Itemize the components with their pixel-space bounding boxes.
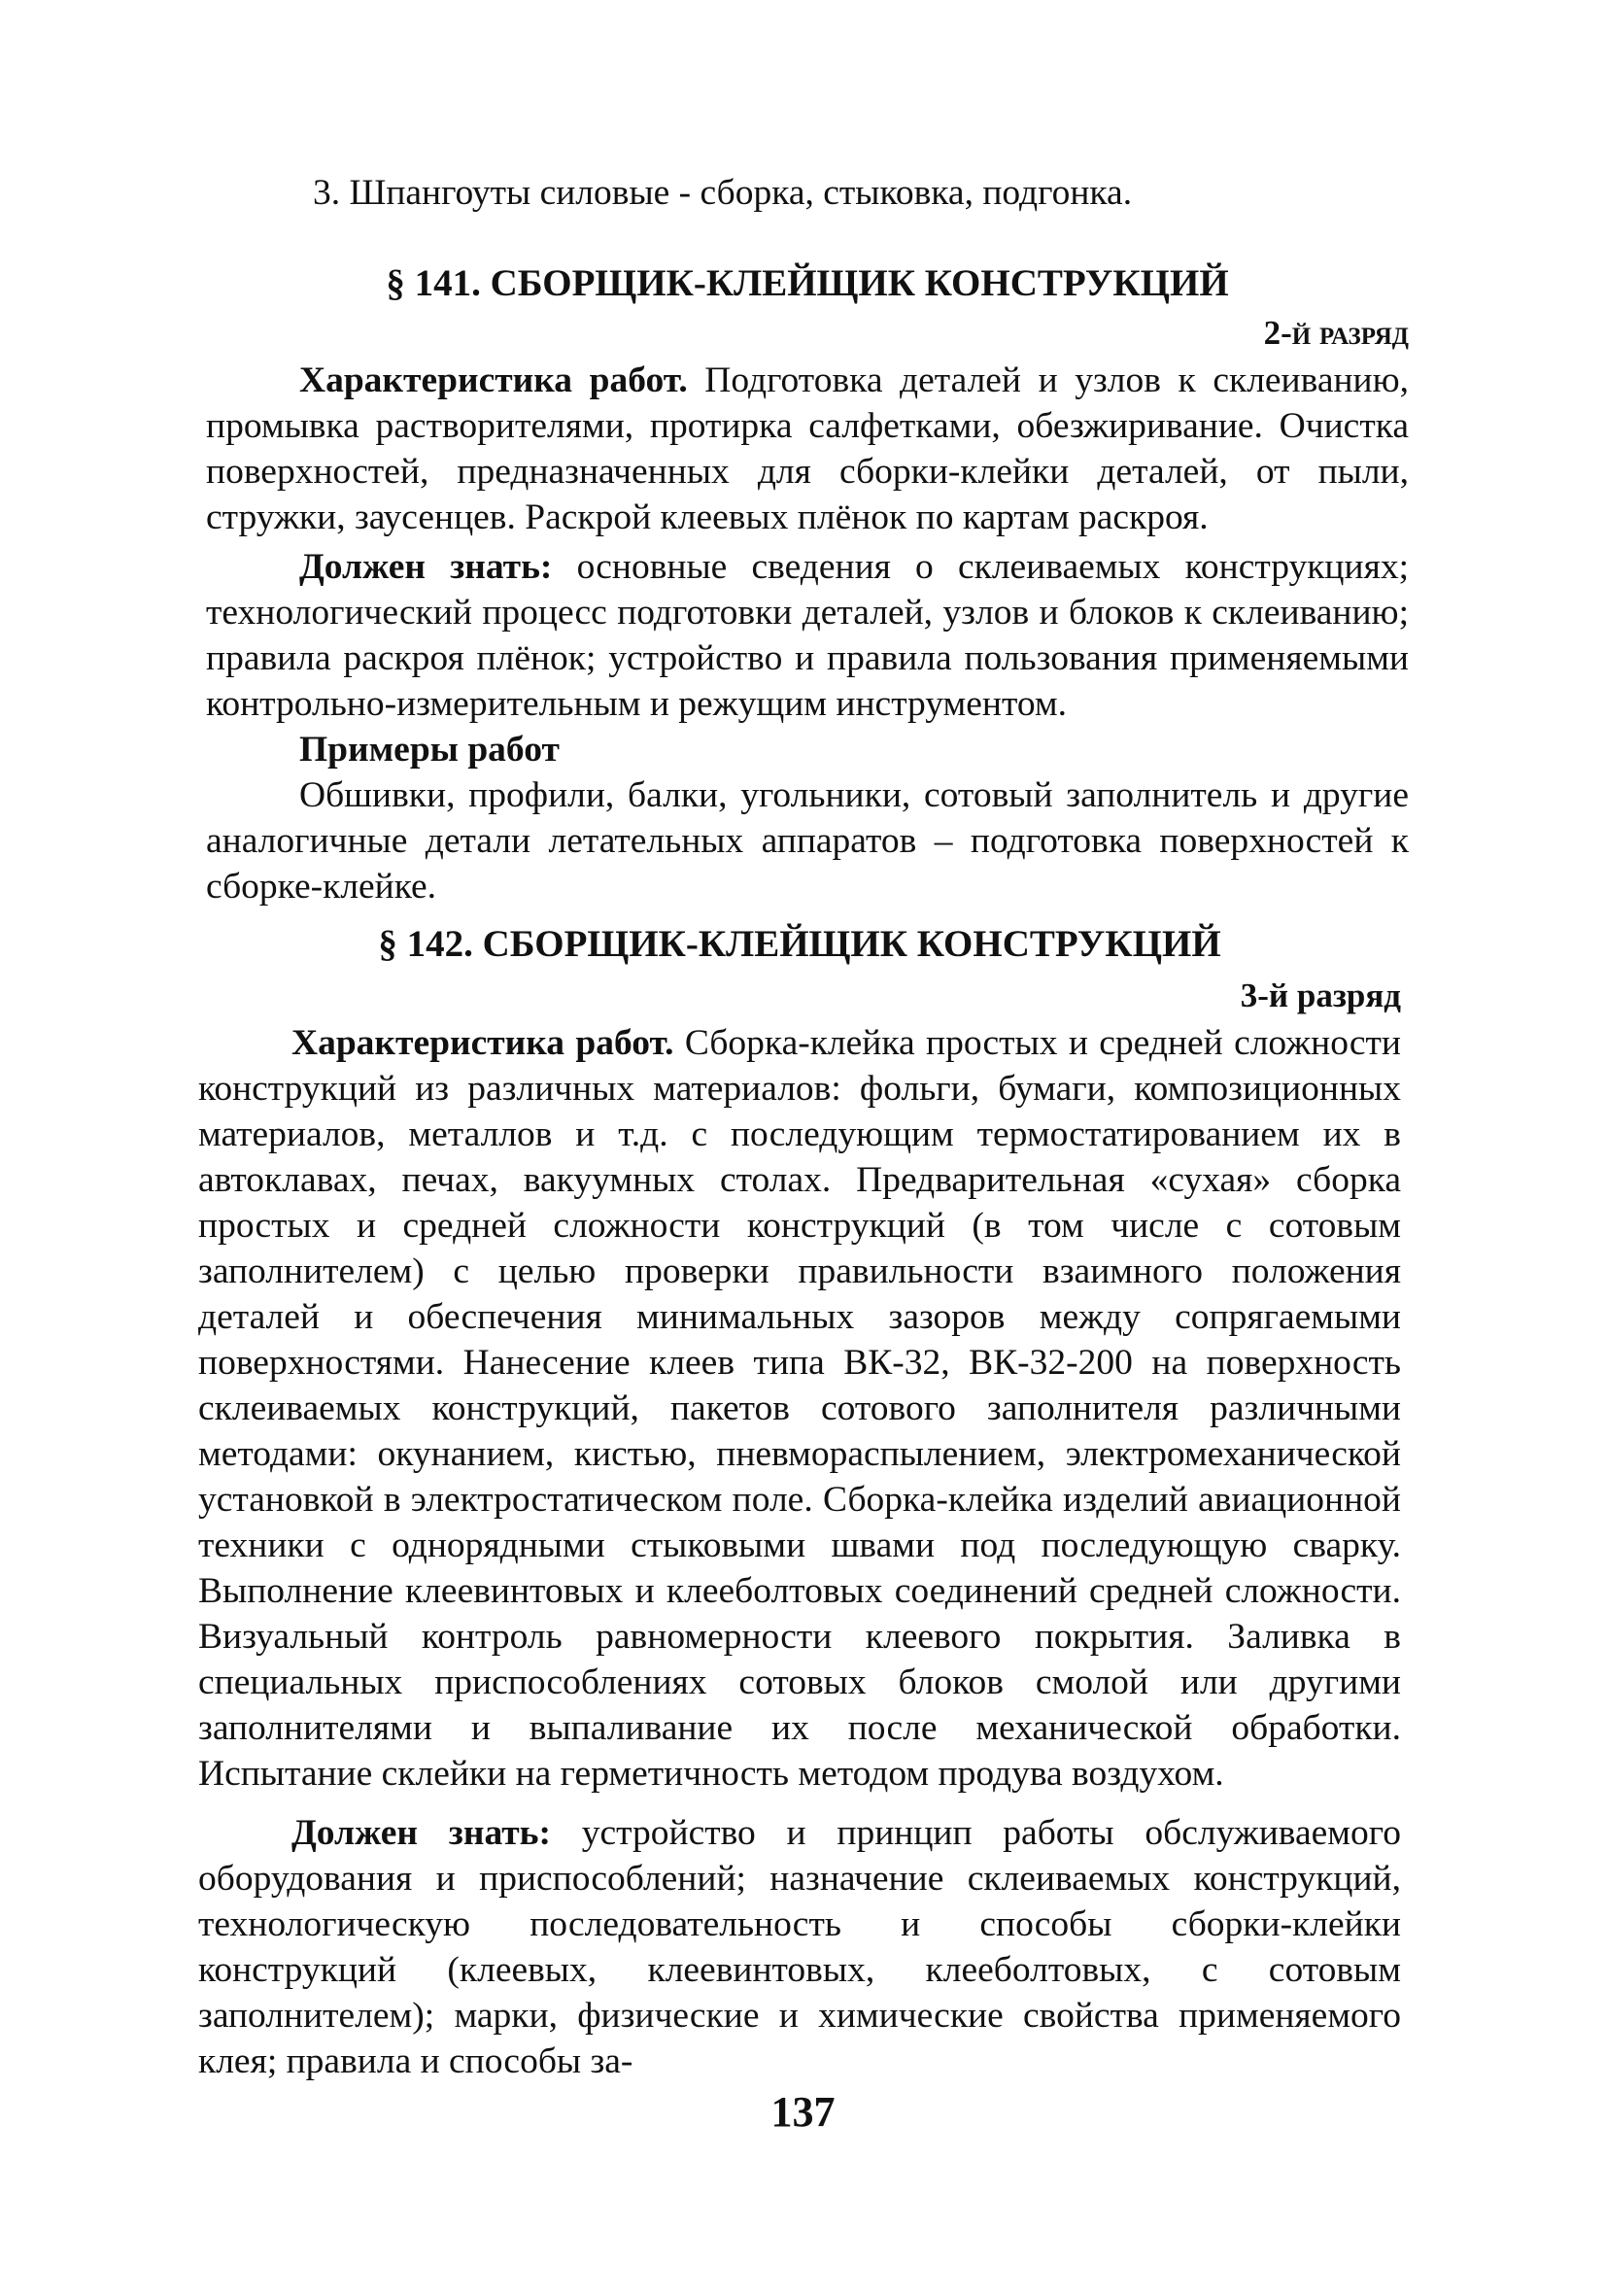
characteristics-text: Подготовка деталей и узлов к склеиванию, промывка растворителями, протирка салфетками, обезжиривание. Очистка поверхностей, предназначенных для сборки-клейки деталей, от пыли, стружки, заусенцев. Раскрой клеевых плёнок по картам раскроя. (206, 360, 1409, 537)
section-141-title: § 141. СБОРЩИК-КЛЕЙЩИК КОНСТРУКЦИЙ (386, 262, 1229, 304)
section-142-title: § 142. СБОРЩИК-КЛЕЙЩИК КОНСТРУКЦИЙ (378, 923, 1221, 965)
section-142-characteristics (198, 1020, 1401, 1797)
page-number: 137 (770, 2088, 836, 2136)
top-line: 3. Шпангоуты силовые - сборка, стыковка, подгонка. (313, 173, 1133, 213)
section-142-knowledge (198, 1810, 1401, 2084)
knowledge-label: Должен знать: (299, 547, 553, 587)
section-141-examples-label: Примеры работ (299, 730, 560, 770)
section-142 (198, 921, 1401, 2084)
characteristics-text: Сборка-клейка простых и средней сложности конструкций из различных материалов: фольги, бумаги, композиционных материалов, металлов и т.д. с последующим термостатированием их в автоклавах, печах, вакуумных столах. Предварительная «сухая» сборка простых и средней сложности конструкций (в том числе с сотовым заполнителем) с целью проверки правильности взаимного положения деталей и обеспечения минимальных зазоров между сопрягаемыми поверхностями. Нанесение клеев типа ВК-32, ВК-32-200 на поверхность склеиваемых конструкций, пакетов сотового заполнителя различными методами: окунанием, кистью, пневмораспылением, электромеханической установкой в электростатическом поле. Сборка-клейка изделий авиационной техники с однорядными стыковыми швами под последующую сварку. Выполнение клеевинтовых и клееболтовых соединений средней сложности. Визуальный контроль равномерности клеевого покрытия. Заливка в специальных приспособлениях сотовых блоков смолой или другими заполнителями и выпаливание их после механической обработки. Испытание склейки на герметичность методом продува воздухом. (198, 1023, 1401, 1794)
section-141-knowledge (206, 544, 1409, 727)
section-142-grade: 3-й разряд (1240, 977, 1401, 1014)
section-141-grade: 2-й разряд (1263, 314, 1409, 352)
knowledge-text: основные сведения о склеиваемых конструкциях; технологический процесс подготовки деталей, узлов и блоков к склеиванию; правила раскроя плёнок; устройство и правила пользования применяемыми контрольно-измерительным и режущим инструментом. (206, 547, 1409, 724)
section-141-characteristics (206, 358, 1409, 540)
section-141-examples-text: Обшивки, профили, балки, угольники, сотовый заполнитель и другие аналогичные детали летательных аппаратов – подготовка поверхностей к сборке-клейке. (206, 775, 1409, 907)
section-141 (206, 260, 1409, 909)
knowledge-text: устройство и принцип работы обслуживаемого оборудования и приспособлений; назначение склеиваемых конструкций, технологическую последовательность и способы сборки-клейки конструкций (клеевых, клеевинтовых, клееболтовых, с сотовым заполнителем); марки, физические и химические свойства применяемого клея; правила и способы за- (198, 1813, 1401, 2081)
characteristics-label: Характеристика работ. (291, 1023, 674, 1063)
characteristics-label: Характеристика работ. (299, 360, 688, 400)
knowledge-label: Должен знать: (291, 1813, 551, 1853)
